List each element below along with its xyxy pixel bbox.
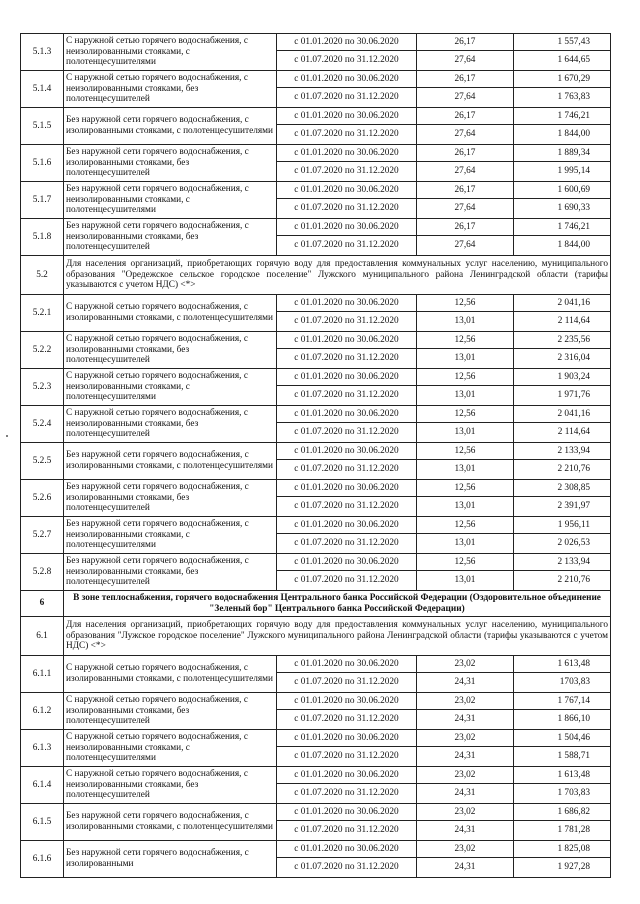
period-cell: с 01.07.2020 по 31.12.2020 — [277, 460, 417, 480]
tariff-value-cell: 1703,83 — [514, 673, 611, 693]
tariff-value-cell: 2 114,64 — [514, 312, 611, 332]
row-number: 5.2.7 — [21, 517, 64, 554]
tariff-value-cell: 1 703,83 — [514, 784, 611, 804]
tariff-component-cell: 27,64 — [417, 199, 514, 219]
period-cell: с 01.07.2020 по 31.12.2020 — [277, 534, 417, 554]
table-row — [21, 219, 611, 236]
row-number: 5.2.4 — [21, 406, 64, 443]
period-cell: с 01.01.2020 по 30.06.2020 — [277, 145, 417, 162]
section-note-row — [21, 256, 611, 295]
tariff-value-cell: 1 746,21 — [514, 219, 611, 236]
section-note: Для населения организаций, приобретающих горячую воду для предоставления коммунальных услуг населению, муниципального образования "Лужское городское поселение" Лужского муниципального района Ленинградской области (тарифы указываются с учетом НДС) <*> — [64, 617, 611, 656]
period-cell: с 01.07.2020 по 31.12.2020 — [277, 571, 417, 591]
tariff-value-cell: 1 686,82 — [514, 804, 611, 821]
tariff-value-cell: 1 781,28 — [514, 821, 611, 841]
period-cell: с 01.07.2020 по 31.12.2020 — [277, 784, 417, 804]
tariff-value-cell: 1 644,65 — [514, 51, 611, 71]
tariff-component-cell: 13,01 — [417, 349, 514, 369]
tariff-component-cell: 12,56 — [417, 443, 514, 460]
table-row — [21, 145, 611, 162]
period-cell: с 01.01.2020 по 30.06.2020 — [277, 332, 417, 349]
tariff-value-cell: 2 041,16 — [514, 406, 611, 423]
row-number: 5.2.1 — [21, 295, 64, 332]
period-cell: с 01.01.2020 по 30.06.2020 — [277, 295, 417, 312]
tariff-component-cell: 23,02 — [417, 767, 514, 784]
tariff-value-cell: 1 746,21 — [514, 108, 611, 125]
tariff-component-cell: 26,17 — [417, 145, 514, 162]
row-number: 6.1.5 — [21, 804, 64, 841]
tariff-component-cell: 24,31 — [417, 858, 514, 878]
row-description: Без наружной сети горячего водоснабжения, с изолированными стояками, без полотенцесушителей — [64, 145, 277, 182]
period-cell: с 01.01.2020 по 30.06.2020 — [277, 71, 417, 88]
table-row — [21, 332, 611, 349]
row-number: 5.1.3 — [21, 34, 64, 71]
row-description: С наружной сетью горячего водоснабжения, с неизолированными стояками, с полотенцесушителями — [64, 369, 277, 406]
row-description: С наружной сетью горячего водоснабжения, с неизолированными стояками, без полотенцесушителей — [64, 71, 277, 108]
period-cell: с 01.01.2020 по 30.06.2020 — [277, 656, 417, 673]
period-cell: с 01.01.2020 по 30.06.2020 — [277, 693, 417, 710]
table-row — [21, 406, 611, 423]
tariff-value-cell: 1 600,69 — [514, 182, 611, 199]
period-cell: с 01.07.2020 по 31.12.2020 — [277, 858, 417, 878]
table-row — [21, 730, 611, 747]
tariff-component-cell: 23,02 — [417, 804, 514, 821]
tariff-value-cell: 1 588,71 — [514, 747, 611, 767]
tariff-component-cell: 27,64 — [417, 51, 514, 71]
period-cell: с 01.01.2020 по 30.06.2020 — [277, 369, 417, 386]
tariff-component-cell: 12,56 — [417, 369, 514, 386]
row-description: Без наружной сети горячего водоснабжения, с изолированными стояками, с полотенцесушителями — [64, 443, 277, 480]
row-number: 5.1.8 — [21, 219, 64, 256]
tariff-value-cell: 1 613,48 — [514, 656, 611, 673]
row-description: Без наружной сети горячего водоснабжения, с неизолированными стояками, с полотенцесушителями — [64, 182, 277, 219]
tariff-table — [20, 33, 611, 878]
tariff-value-cell: 2 391,97 — [514, 497, 611, 517]
tariff-component-cell: 26,17 — [417, 219, 514, 236]
tariff-component-cell: 13,01 — [417, 386, 514, 406]
section-note: Для населения организаций, приобретающих горячую воду для предоставления коммунальных услуг населению, муниципального образования "Оредежское сельское городское поселение" Лужского муниципального района Ленинградской области (тарифы указываются с учетом НДС) <*> — [64, 256, 611, 295]
tariff-document — [20, 33, 610, 878]
tariff-value-cell: 2 210,76 — [514, 571, 611, 591]
tariff-value-cell: 1 866,10 — [514, 710, 611, 730]
row-description: С наружной сетью горячего водоснабжения, с изолированными стояками, с полотенцесушителями — [64, 295, 277, 332]
row-description: Без наружной сети горячего водоснабжения, с неизолированными стояками, без полотенцесушителей — [64, 219, 277, 256]
tariff-value-cell: 1 844,00 — [514, 125, 611, 145]
period-cell: с 01.07.2020 по 31.12.2020 — [277, 386, 417, 406]
zone-heading-row — [21, 591, 611, 617]
tariff-value-cell: 2 041,16 — [514, 295, 611, 312]
tariff-value-cell: 1 889,34 — [514, 145, 611, 162]
row-number: 6.1.1 — [21, 656, 64, 693]
period-cell: с 01.07.2020 по 31.12.2020 — [277, 710, 417, 730]
row-description: Без наружной сети горячего водоснабжения, с неизолированными стояками, с полотенцесушителями — [64, 517, 277, 554]
table-row — [21, 554, 611, 571]
table-row — [21, 71, 611, 88]
period-cell: с 01.07.2020 по 31.12.2020 — [277, 747, 417, 767]
period-cell: с 01.07.2020 по 31.12.2020 — [277, 199, 417, 219]
tariff-component-cell: 23,02 — [417, 656, 514, 673]
row-number: 5.2.6 — [21, 480, 64, 517]
row-description: Без наружной сети горячего водоснабжения, с изолированными стояками, без полотенцесушителей — [64, 480, 277, 517]
row-number: 5.2.2 — [21, 332, 64, 369]
tariff-component-cell: 13,01 — [417, 423, 514, 443]
tariff-component-cell: 24,31 — [417, 673, 514, 693]
row-description: Без наружной сети горячего водоснабжения, с изолированными стояками, с полотенцесушителями — [64, 108, 277, 145]
table-row — [21, 804, 611, 821]
row-description: С наружной сетью горячего водоснабжения, с изолированными стояками, без полотенцесушителей — [64, 693, 277, 730]
tariff-value-cell: 2 316,04 — [514, 349, 611, 369]
tariff-component-cell: 12,56 — [417, 517, 514, 534]
row-description: С наружной сетью горячего водоснабжения, с неизолированными стояками, без полотенцесушителей — [64, 406, 277, 443]
period-cell: с 01.07.2020 по 31.12.2020 — [277, 312, 417, 332]
section-note-row — [21, 617, 611, 656]
tariff-component-cell: 12,56 — [417, 332, 514, 349]
period-cell: с 01.01.2020 по 30.06.2020 — [277, 517, 417, 534]
tariff-component-cell: 24,31 — [417, 784, 514, 804]
row-number: 5.2 — [21, 256, 64, 295]
row-description: Без наружной сети горячего водоснабжения, с изолированными — [64, 841, 277, 878]
tariff-component-cell: 23,02 — [417, 730, 514, 747]
period-cell: с 01.07.2020 по 31.12.2020 — [277, 821, 417, 841]
tariff-component-cell: 26,17 — [417, 34, 514, 51]
tariff-component-cell: 26,17 — [417, 108, 514, 125]
table-row — [21, 841, 611, 858]
table-row — [21, 34, 611, 51]
period-cell: с 01.01.2020 по 30.06.2020 — [277, 480, 417, 497]
tariff-value-cell: 1 767,14 — [514, 693, 611, 710]
tariff-component-cell: 26,17 — [417, 71, 514, 88]
row-description: Без наружной сети горячего водоснабжения, с изолированными стояками, с полотенцесушителями — [64, 804, 277, 841]
tariff-value-cell: 1 557,43 — [514, 34, 611, 51]
zone-heading: В зоне теплоснабжения, горячего водоснабжения Центрального банка Российской Федерации (Оздоровительное объединение "Зеленый бор" Центрального банка Российской Федерации) — [64, 591, 611, 617]
row-number: 5.2.5 — [21, 443, 64, 480]
tariff-component-cell: 27,64 — [417, 162, 514, 182]
tariff-component-cell: 13,01 — [417, 497, 514, 517]
period-cell: с 01.07.2020 по 31.12.2020 — [277, 162, 417, 182]
tariff-component-cell: 27,64 — [417, 236, 514, 256]
row-number: 6.1.6 — [21, 841, 64, 878]
tariff-value-cell: 2 114,64 — [514, 423, 611, 443]
period-cell: с 01.01.2020 по 30.06.2020 — [277, 841, 417, 858]
row-description: Без наружной сети горячего водоснабжения, с неизолированными стояками, без полотенцесушителей — [64, 554, 277, 591]
tariff-value-cell: 1 613,48 — [514, 767, 611, 784]
table-row — [21, 369, 611, 386]
period-cell: с 01.07.2020 по 31.12.2020 — [277, 125, 417, 145]
tariff-component-cell: 27,64 — [417, 88, 514, 108]
tariff-value-cell: 1 670,29 — [514, 71, 611, 88]
period-cell: с 01.07.2020 по 31.12.2020 — [277, 673, 417, 693]
tariff-component-cell: 23,02 — [417, 841, 514, 858]
table-row — [21, 656, 611, 673]
scan-speck — [6, 435, 8, 437]
period-cell: с 01.01.2020 по 30.06.2020 — [277, 443, 417, 460]
tariff-value-cell: 2 235,56 — [514, 332, 611, 349]
tariff-component-cell: 23,02 — [417, 693, 514, 710]
period-cell: с 01.01.2020 по 30.06.2020 — [277, 406, 417, 423]
tariff-value-cell: 1 927,28 — [514, 858, 611, 878]
row-description: С наружной сетью горячего водоснабжения, с неизолированными стояками, без полотенцесушителей — [64, 767, 277, 804]
row-description: С наружной сетью горячего водоснабжения, с изолированными стояками, без полотенцесушителей — [64, 332, 277, 369]
tariff-component-cell: 13,01 — [417, 312, 514, 332]
row-description: С наружной сетью горячего водоснабжения, с неизолированными стояками, с полотенцесушителями — [64, 34, 277, 71]
period-cell: с 01.07.2020 по 31.12.2020 — [277, 51, 417, 71]
table-row — [21, 443, 611, 460]
tariff-value-cell: 1 690,33 — [514, 199, 611, 219]
row-number: 5.1.6 — [21, 145, 64, 182]
tariff-value-cell: 1 971,76 — [514, 386, 611, 406]
tariff-component-cell: 24,31 — [417, 747, 514, 767]
row-number: 6 — [21, 591, 64, 617]
tariff-component-cell: 12,56 — [417, 406, 514, 423]
period-cell: с 01.07.2020 по 31.12.2020 — [277, 349, 417, 369]
tariff-component-cell: 13,01 — [417, 460, 514, 480]
tariff-value-cell: 1 763,83 — [514, 88, 611, 108]
table-row — [21, 767, 611, 784]
tariff-value-cell: 2 133,94 — [514, 443, 611, 460]
tariff-component-cell: 24,31 — [417, 710, 514, 730]
row-number: 5.2.8 — [21, 554, 64, 591]
period-cell: с 01.01.2020 по 30.06.2020 — [277, 108, 417, 125]
table-row — [21, 108, 611, 125]
tariff-component-cell: 27,64 — [417, 125, 514, 145]
tariff-value-cell: 1 825,08 — [514, 841, 611, 858]
period-cell: с 01.01.2020 по 30.06.2020 — [277, 767, 417, 784]
row-number: 6.1 — [21, 617, 64, 656]
period-cell: с 01.07.2020 по 31.12.2020 — [277, 88, 417, 108]
tariff-value-cell: 2 308,85 — [514, 480, 611, 497]
tariff-component-cell: 12,56 — [417, 554, 514, 571]
tariff-value-cell: 2 133,94 — [514, 554, 611, 571]
tariff-value-cell: 1 844,00 — [514, 236, 611, 256]
period-cell: с 01.01.2020 по 30.06.2020 — [277, 730, 417, 747]
period-cell: с 01.01.2020 по 30.06.2020 — [277, 219, 417, 236]
tariff-value-cell: 1 956,11 — [514, 517, 611, 534]
table-row — [21, 517, 611, 534]
row-number: 5.2.3 — [21, 369, 64, 406]
period-cell: с 01.01.2020 по 30.06.2020 — [277, 182, 417, 199]
row-description: С наружной сетью горячего водоснабжения, с неизолированными стояками, с полотенцесушителями — [64, 730, 277, 767]
row-number: 5.1.5 — [21, 108, 64, 145]
period-cell: с 01.07.2020 по 31.12.2020 — [277, 497, 417, 517]
table-row — [21, 480, 611, 497]
tariff-value-cell: 2 026,53 — [514, 534, 611, 554]
row-number: 6.1.4 — [21, 767, 64, 804]
table-row — [21, 182, 611, 199]
table-row — [21, 295, 611, 312]
tariff-component-cell: 13,01 — [417, 534, 514, 554]
tariff-value-cell: 2 210,76 — [514, 460, 611, 480]
tariff-value-cell: 1 995,14 — [514, 162, 611, 182]
tariff-value-cell: 1 903,24 — [514, 369, 611, 386]
tariff-component-cell: 12,56 — [417, 480, 514, 497]
period-cell: с 01.01.2020 по 30.06.2020 — [277, 34, 417, 51]
row-number: 6.1.2 — [21, 693, 64, 730]
period-cell: с 01.07.2020 по 31.12.2020 — [277, 236, 417, 256]
table-row — [21, 693, 611, 710]
row-number: 5.1.4 — [21, 71, 64, 108]
tariff-component-cell: 13,01 — [417, 571, 514, 591]
tariff-component-cell: 12,56 — [417, 295, 514, 312]
period-cell: с 01.07.2020 по 31.12.2020 — [277, 423, 417, 443]
period-cell: с 01.01.2020 по 30.06.2020 — [277, 804, 417, 821]
period-cell: с 01.01.2020 по 30.06.2020 — [277, 554, 417, 571]
tariff-component-cell: 26,17 — [417, 182, 514, 199]
tariff-value-cell: 1 504,46 — [514, 730, 611, 747]
tariff-component-cell: 24,31 — [417, 821, 514, 841]
row-number: 5.1.7 — [21, 182, 64, 219]
row-description: С наружной сетью горячего водоснабжения, с изолированными стояками, с полотенцесушителями — [64, 656, 277, 693]
row-number: 6.1.3 — [21, 730, 64, 767]
